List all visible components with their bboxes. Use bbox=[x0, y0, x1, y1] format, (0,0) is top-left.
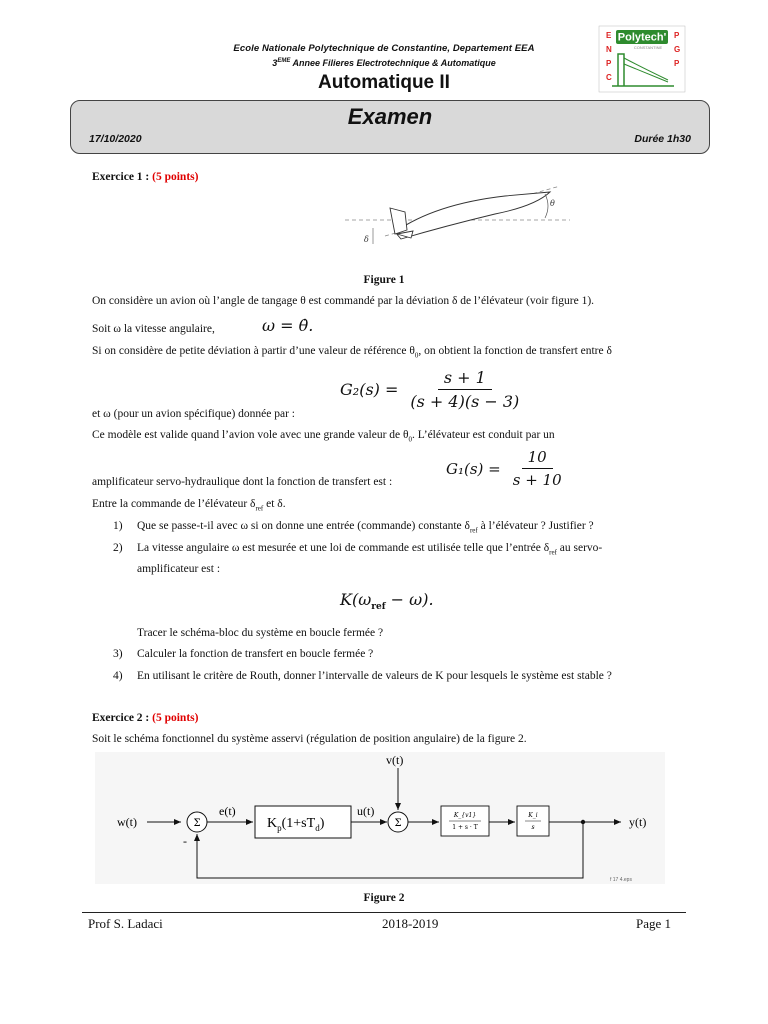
fig1-theta-label: θ bbox=[550, 199, 555, 208]
logo-letter-g: G bbox=[674, 45, 681, 54]
ex1-p7-text: Entre la commande de l’élévateur δ bbox=[92, 498, 256, 510]
course-title: Automatique II bbox=[318, 72, 450, 93]
fig1-delta-label: δ bbox=[364, 235, 369, 244]
ex1-p5-text: Ce modèle est valide quand l’avion vole avec une grande valeur de θ bbox=[92, 429, 409, 441]
ex1-paragraph-3 bbox=[92, 344, 692, 362]
ex1-question-1 bbox=[137, 519, 687, 537]
ex1-q2-number: 2) bbox=[113, 542, 123, 554]
exam-title: Examen bbox=[347, 104, 433, 129]
ex1-p7-sub: ref bbox=[255, 504, 264, 513]
signal-w: w(t) bbox=[117, 815, 137, 829]
ex1-paragraph-1: On considère un avion où l’angle de tangage θ est commandé par la déviation δ de l’élévateur (voir figure 1). bbox=[92, 295, 595, 307]
g2-lhs: G₂(s) = bbox=[340, 380, 399, 399]
ex1-p3-sub: 0 bbox=[414, 351, 419, 360]
footer-author: Prof S. Ladaci bbox=[88, 916, 163, 931]
footer-page: Page 1 bbox=[636, 916, 672, 931]
eq-k-text: K(ω bbox=[340, 590, 372, 609]
exam-date: 17/10/2020 bbox=[89, 133, 142, 145]
signal-u: u(t) bbox=[357, 804, 375, 818]
footer-divider bbox=[82, 912, 686, 913]
eq-k-sub: ref bbox=[371, 602, 386, 613]
logo-letter-p2: P bbox=[674, 31, 680, 40]
controller-label: $K_p(1+sT_d)$ bbox=[267, 816, 325, 833]
ex1-q3-number: 3) bbox=[113, 648, 123, 660]
ex1-question-4: En utilisant le critère de Routh, donner l’intervalle de valeurs de K pour lesquels le système est stable ? bbox=[137, 670, 612, 682]
school-logo bbox=[598, 24, 686, 94]
ex1-q2-sub: ref bbox=[549, 548, 557, 557]
equation-omega: ω = θ̇. bbox=[262, 316, 314, 335]
signal-v: v(t) bbox=[386, 753, 404, 767]
plant2-num: K_i bbox=[528, 812, 538, 819]
logo-letter-n: N bbox=[606, 45, 612, 54]
g2-denominator: (s + 4)(s − 3) bbox=[410, 392, 520, 411]
g1-numerator: 10 bbox=[522, 448, 553, 469]
logo-letter-c: C bbox=[606, 73, 612, 82]
ex1-paragraph-5 bbox=[92, 428, 682, 446]
logo-letter-p3: P bbox=[674, 59, 680, 68]
figure-1-caption: Figure 1 bbox=[363, 274, 405, 286]
ex1-q2-end: au servo- bbox=[556, 542, 603, 554]
ex1-points: (5 points) bbox=[152, 171, 199, 183]
ex1-paragraph-6: amplificateur servo-hydraulique dont la fonction de transfert est : bbox=[92, 476, 393, 488]
plant2-den: s bbox=[531, 824, 535, 831]
logo-text: Polytech' bbox=[617, 31, 667, 44]
equation-control-law bbox=[340, 590, 434, 612]
ex1-question-3: Calculer la fonction de transfert en boucle fermée ? bbox=[137, 648, 374, 660]
ex2-paragraph-1: Soit le schéma fonctionnel du système asservi (régulation de position angulaire) de la figure 2. bbox=[92, 733, 527, 745]
signal-y: y(t) bbox=[629, 815, 647, 829]
sum1-sigma: Σ bbox=[193, 818, 201, 829]
g2-fraction bbox=[404, 368, 525, 411]
ex1-question-2-cont: amplificateur est : bbox=[137, 563, 221, 575]
signal-e: e(t) bbox=[219, 804, 236, 818]
figure-2-block-diagram bbox=[95, 752, 665, 884]
ex1-paragraph-7 bbox=[92, 497, 286, 515]
figure-2-caption: Figure 2 bbox=[363, 892, 405, 904]
sum1-minus: - bbox=[183, 834, 187, 848]
g1-denominator: s + 10 bbox=[512, 471, 562, 489]
ex1-p3-end: , on obtient la fonction de transfert entre δ bbox=[418, 345, 612, 357]
g2-numerator: s + 1 bbox=[438, 368, 492, 390]
ex1-heading bbox=[92, 170, 198, 184]
logo-letter-p: P bbox=[606, 59, 612, 68]
plant1-num: K_{v1} bbox=[453, 812, 477, 819]
figure-file-ref: f 17 4.eps bbox=[610, 877, 632, 883]
ex1-q1-text: Que se passe-t-il avec ω si on donne une entrée (commande) constante δ bbox=[137, 520, 470, 532]
g1-lhs: G₁(s) = bbox=[446, 459, 501, 478]
logo-sub: CONSTANTINE bbox=[633, 45, 663, 50]
ex1-p7-end: et δ. bbox=[263, 498, 286, 510]
sum2-sigma: Σ bbox=[394, 818, 402, 829]
figure-1-airplane bbox=[345, 184, 570, 254]
ex2-title: Exercice 2 : bbox=[92, 712, 153, 724]
ex1-paragraph-4: et ω (pour un avion spécifique) donnée par : bbox=[92, 408, 296, 420]
exam-banner bbox=[70, 100, 710, 154]
ex1-p3-text: Si on considère de petite déviation à partir d’une valeur de référence θ bbox=[92, 345, 415, 357]
ex2-points: (5 points) bbox=[152, 712, 199, 724]
header-institution: Ecole Nationale Polytechnique de Constantine, Departement EEA bbox=[233, 43, 535, 54]
equation-g2 bbox=[340, 368, 525, 411]
ex1-p5-end: . L’élévateur est conduit par un bbox=[412, 429, 555, 441]
eq-k-end: − ω). bbox=[385, 590, 434, 609]
footer-year: 2018-2019 bbox=[382, 916, 439, 931]
ex1-q1-number: 1) bbox=[113, 520, 123, 532]
ex1-q1-sub: ref bbox=[469, 526, 478, 535]
ex1-question-2-tail: Tracer le schéma-bloc du système en boucle fermée ? bbox=[137, 627, 384, 639]
logo-letter-e: E bbox=[606, 31, 612, 40]
g1-fraction bbox=[507, 448, 568, 489]
ex1-q1-end: à l’élévateur ? Justifier ? bbox=[477, 520, 594, 532]
plant1-den: 1 + s · T bbox=[452, 824, 478, 831]
ex1-q2-text: La vitesse angulaire ω est mesurée et une loi de commande est utilisée telle que l’entrée δ bbox=[137, 542, 550, 554]
ex1-paragraph-2: Soit ω la vitesse angulaire, bbox=[92, 323, 215, 335]
ex1-title: Exercice 1 : bbox=[92, 171, 153, 183]
header-program: 3EME Annee Filieres Electrotechnique & Automatique bbox=[272, 58, 496, 68]
equation-g1 bbox=[446, 448, 568, 489]
ex1-p5-sub: 0 bbox=[408, 435, 413, 444]
header-program-sup: EME bbox=[277, 58, 291, 64]
ex2-heading bbox=[92, 711, 198, 725]
ex1-question-2 bbox=[137, 541, 687, 559]
exam-duration: Durée 1h30 bbox=[634, 133, 691, 145]
ex1-q4-number: 4) bbox=[113, 670, 123, 682]
